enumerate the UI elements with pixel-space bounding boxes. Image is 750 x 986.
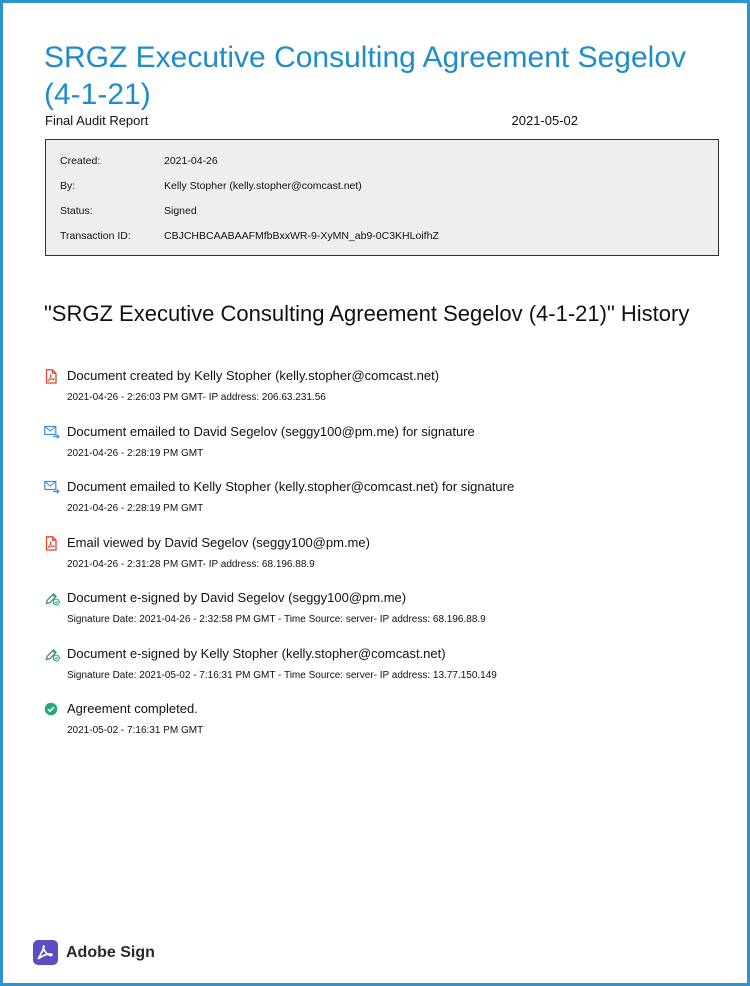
summary-label: Transaction ID: xyxy=(60,230,131,242)
summary-value: 2021-04-26 xyxy=(164,155,218,167)
history-event xyxy=(44,535,734,591)
event-description: Document e-signed by David Segelov (seggy100@pm.me) xyxy=(67,590,407,605)
adobe-sign-logo-icon xyxy=(33,940,58,965)
summary-row-status xyxy=(60,204,718,229)
history-title: "SRGZ Executive Consulting Agreement Segelov (4-1-21)" History xyxy=(44,301,690,326)
esign-pen-icon xyxy=(44,591,58,605)
event-timestamp: 2021-04-26 - 2:28:19 PM GMT xyxy=(67,503,204,514)
event-description: Agreement completed. xyxy=(67,701,198,716)
summary-box xyxy=(45,139,719,256)
event-timestamp: Signature Date: 2021-04-26 - 2:32:58 PM GMT - Time Source: server- IP address: 68.196.88.9 xyxy=(67,614,486,625)
check-circle-icon xyxy=(44,702,58,716)
esign-pen-icon xyxy=(44,647,58,661)
document-icon xyxy=(44,536,58,550)
event-timestamp: 2021-05-02 - 7:16:31 PM GMT xyxy=(67,725,204,736)
summary-value: Kelly Stopher (kelly.stopher@comcast.net) xyxy=(164,180,362,192)
summary-label: By: xyxy=(60,180,76,192)
email-sent-icon xyxy=(44,425,58,439)
event-timestamp: 2021-04-26 - 2:26:03 PM GMT- IP address: 206.63.231.56 xyxy=(67,392,326,403)
document-title: SRGZ Executive Consulting Agreement Segelov (4-1-21) xyxy=(44,41,686,111)
history-event xyxy=(44,424,734,480)
summary-label: Status: xyxy=(60,205,93,217)
event-description: Email viewed by David Segelov (seggy100@pm.me) xyxy=(67,534,370,550)
report-date: 2021-05-02 xyxy=(511,113,578,128)
adobe-sign-brand: Adobe Sign xyxy=(66,944,155,961)
history-event xyxy=(44,646,734,702)
event-timestamp: 2021-04-26 - 2:31:28 PM GMT- IP address: 68.196.88.9 xyxy=(67,558,315,570)
history-event-list xyxy=(44,368,734,757)
report-subheader xyxy=(45,113,578,129)
summary-row-by xyxy=(60,179,718,204)
history-event xyxy=(44,368,734,424)
summary-row-created xyxy=(60,154,718,179)
event-description: Document emailed to Kelly Stopher (kelly.stopher@comcast.net) for signature xyxy=(67,479,515,494)
history-event xyxy=(44,479,734,535)
event-timestamp: Signature Date: 2021-05-02 - 7:16:31 PM GMT - Time Source: server- IP address: 13.77.150.149 xyxy=(67,669,497,681)
summary-row-transaction-id xyxy=(60,229,718,254)
event-description: Document emailed to David Segelov (seggy100@pm.me) for signature xyxy=(67,423,475,439)
history-event xyxy=(44,590,734,646)
summary-value: CBJCHBCAABAAFMfbBxxWR-9-XyMN_ab9-0C3KHLoifhZ xyxy=(164,230,439,242)
event-timestamp: 2021-04-26 - 2:28:19 PM GMT xyxy=(67,447,204,459)
summary-label: Created: xyxy=(60,155,101,167)
document-icon xyxy=(44,369,58,383)
history-event xyxy=(44,701,734,757)
event-description: Document e-signed by Kelly Stopher (kelly.stopher@comcast.net) xyxy=(67,645,446,661)
report-label: Final Audit Report xyxy=(45,113,149,128)
summary-value: Signed xyxy=(164,205,197,217)
event-description: Document created by Kelly Stopher (kelly.stopher@comcast.net) xyxy=(67,368,440,383)
email-sent-icon xyxy=(44,480,58,494)
